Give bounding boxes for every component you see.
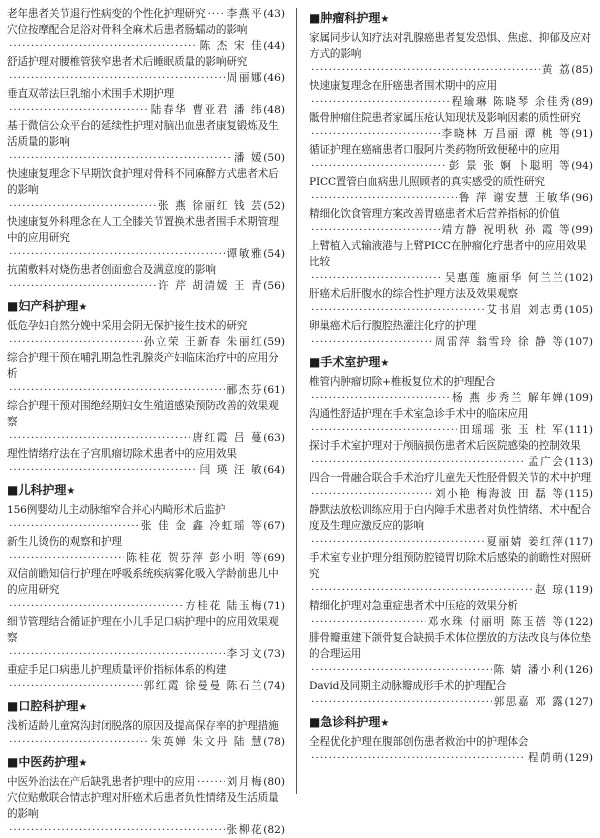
toc-entry-page: (44) xyxy=(263,40,285,52)
toc-entry xyxy=(309,470,593,502)
toc-entry-title: 新生儿烫伤的观察和护理 xyxy=(7,536,122,548)
toc-entry-line xyxy=(309,270,593,286)
toc-entry-page: (122) xyxy=(564,616,593,628)
toc-entry xyxy=(309,438,593,470)
toc-entry-authors: 谭敏雅 xyxy=(226,248,264,260)
toc-entry xyxy=(7,446,285,478)
toc-entry-title: 快速康复外科理念在人工全膝关节置换术患者围手术期管理中的应用研究 xyxy=(7,216,279,244)
toc-entry-page: (48) xyxy=(263,104,285,116)
toc-entry-title: 舒适护理对腰椎管狭窄患者术后睡眠质量的影响研究 xyxy=(7,56,248,68)
toc-entry-authors: 刘小艳 梅海波 田 磊 等 xyxy=(434,488,565,500)
toc-entry-line xyxy=(309,158,593,174)
toc-entry-authors: 刘月梅 xyxy=(226,776,264,788)
toc-entry-authors: 张 燕 徐丽红 钱 芸 xyxy=(158,200,264,212)
toc-entry xyxy=(309,78,593,110)
dot-leader xyxy=(311,662,492,678)
toc-entry-title: 快速康复理念下早期饮食护理对骨科不同麻醉方式患者术后的影响 xyxy=(7,168,279,196)
toc-entry-title: 手术室专业护理分组预防腔镜胃切除术后感染的前瞻性对照研究 xyxy=(309,552,591,580)
dot-leader xyxy=(9,278,156,294)
toc-entry-line xyxy=(7,70,285,86)
section-star-icon: ★ xyxy=(380,718,390,729)
toc-entry-authors: 程荫萌 xyxy=(527,752,565,764)
section-heading xyxy=(309,353,593,373)
dot-leader xyxy=(9,646,225,662)
toc-entry-authors: 赵 琼 xyxy=(535,584,565,596)
toc-entry-authors: 陈 杰 宋 佳 xyxy=(199,40,264,52)
section-label: 妇产科护理 xyxy=(18,299,79,313)
dot-leader xyxy=(9,150,232,166)
toc-entry-title: 基于微信公众平台的延续性护理对脑出血患者康复锻炼及生活质量的影响 xyxy=(7,120,279,148)
toc-entry-title: 探讨手术室护理对于颅脑损伤患者术后医院感染的控制效果 xyxy=(309,440,581,452)
toc-entry xyxy=(7,566,285,614)
column-divider xyxy=(296,8,297,794)
toc-entry-authors: 鲁 萍 谢安慧 王敏华 xyxy=(458,192,572,204)
toc-entry xyxy=(309,174,593,206)
toc-entry xyxy=(7,86,285,118)
toc-entry-authors: 周雷萍 翁雪玲 徐 静 等 xyxy=(434,336,565,348)
toc-entry-title: 肝癌术后肝腹水的综合性护理方法及效果观察 xyxy=(309,288,518,300)
toc-entry-page: (89) xyxy=(571,96,593,108)
toc-entry-authors: 艾书眉 刘志勇 xyxy=(486,304,565,316)
toc-entry-page: (96) xyxy=(571,192,593,204)
dot-leader xyxy=(311,486,433,502)
toc-entry-page: (109) xyxy=(564,392,593,404)
dot-leader xyxy=(311,582,533,598)
toc-entry-page: (54) xyxy=(263,248,285,260)
toc-entry-page: (46) xyxy=(263,72,285,84)
toc-entry-line xyxy=(309,662,593,678)
toc-entry-page: (59) xyxy=(263,336,285,348)
section-label: 口腔科护理 xyxy=(18,699,79,713)
toc-entry-authors: 张柳花 xyxy=(226,824,264,836)
toc-entry-title: 循证护理在癌痛患者口服阿片类药物所致便秘中的应用 xyxy=(309,144,560,156)
toc-entry-authors: 吴惠莲 施丽华 何兰兰 xyxy=(444,272,565,284)
section-heading xyxy=(7,697,285,717)
toc-entry-page: (105) xyxy=(564,304,593,316)
toc-entry-line xyxy=(7,246,285,262)
dot-leader xyxy=(197,774,225,790)
toc-entry-page: (80) xyxy=(263,776,285,788)
toc-entry-authors: 田瑶瑶 张 玉 杜 军 xyxy=(459,424,565,436)
toc-entry-authors: 潘 媛 xyxy=(233,152,264,164)
dot-leader xyxy=(311,126,440,142)
toc-entry-page: (115) xyxy=(564,488,593,500)
toc-entry-line xyxy=(7,382,285,398)
dot-leader xyxy=(311,158,447,174)
dot-leader xyxy=(9,462,198,478)
toc-entry-line xyxy=(309,190,593,206)
toc-entry xyxy=(7,790,285,838)
toc-entry-title: 低危孕妇自然分娩中采用会阴无保护接生技术的研究 xyxy=(7,320,248,332)
section-bullet-icon: ■ xyxy=(7,699,19,713)
dot-leader xyxy=(311,334,433,350)
toc-entry xyxy=(309,238,593,286)
toc-entry-page: (74) xyxy=(263,680,285,692)
toc-entry-page: (56) xyxy=(263,280,285,292)
toc-entry-line xyxy=(7,646,285,662)
dot-leader xyxy=(9,334,142,350)
toc-entry-line xyxy=(7,822,285,838)
toc-entry xyxy=(7,22,285,54)
toc-entry-line xyxy=(7,198,285,214)
dot-leader xyxy=(311,190,457,206)
toc-entry xyxy=(309,598,593,630)
toc-entry-authors: 唐红霞 吕 蔓 xyxy=(192,432,264,444)
section-label: 手术室护理 xyxy=(320,355,381,369)
toc-entry-title: 沟通性舒适护理在手术室急诊手术中的临床应用 xyxy=(309,408,529,420)
toc-entry-line xyxy=(7,518,285,534)
dot-leader xyxy=(9,382,225,398)
toc-entry-authors: 孟广会 xyxy=(527,456,565,468)
dot-leader xyxy=(9,38,198,54)
toc-entry-line xyxy=(309,422,593,438)
toc-entry-authors: 朱英婵 朱文丹 陆 慧 xyxy=(150,736,264,748)
toc-entry-authors: 许 芹 胡清媛 王 青 xyxy=(158,280,264,292)
toc-entry-title: David及同期主动脉瓣成形手术的护理配合 xyxy=(309,680,507,692)
toc-entry-title: 穴位贴敷联合情志护理对肝癌术后患者负性情绪及生活质量的影响 xyxy=(7,792,279,820)
dot-leader xyxy=(9,678,142,694)
toc-entry-title: 精细化饮食管理方案改善胃癌患者术后营养指标的价值 xyxy=(309,208,560,220)
toc-entry-authors: 夏丽婧 姜红萍 xyxy=(486,536,565,548)
toc-entry-title: 家属同步认知疗法对乳腺癌患者复发恐惧、焦虑、抑郁及应对方式的影响 xyxy=(309,32,591,60)
dot-leader xyxy=(9,598,183,614)
toc-entry-title: 综合护理干预在哺乳期急性乳腺炎产妇临床治疗中的应用分析 xyxy=(7,352,279,380)
toc-entry-authors: 方桂花 陆玉梅 xyxy=(185,600,264,612)
toc-entry-line xyxy=(309,582,593,598)
toc-entry-title: 静默法放松训练应用于白内障手术患者对负性情绪、术中配合度及生理应激反应的影响 xyxy=(309,504,591,532)
toc-entry-line xyxy=(309,126,593,142)
toc-entry-authors: 彭 景 张 婀 卜聪明 等 xyxy=(448,160,572,172)
toc-entry-authors: 孙立荣 王新春 朱丽红 xyxy=(143,336,264,348)
toc-entry-authors: 陆春华 曹亚君 潘 纬 xyxy=(150,104,264,116)
toc-entry-authors: 陈 婧 潘小利 xyxy=(493,664,565,676)
toc-entry-line xyxy=(7,734,285,750)
toc-entry xyxy=(7,214,285,262)
dot-leader xyxy=(9,102,149,118)
section-star-icon: ★ xyxy=(78,758,88,769)
toc-entry-line xyxy=(309,94,593,110)
toc-entry-line xyxy=(309,334,593,350)
toc-entry-title: 156例婴幼儿主动脉缩窄合并心内畸形术后监护 xyxy=(7,504,226,516)
dot-leader xyxy=(311,750,526,766)
toc-entry-line xyxy=(7,430,285,446)
toc-entry-title: 卵巢癌术后行腹腔热灌注化疗的护理 xyxy=(309,320,477,332)
toc-entry-line xyxy=(309,614,593,630)
toc-entry-page: (63) xyxy=(263,432,285,444)
toc-entry-line xyxy=(7,150,285,166)
section-bullet-icon: ■ xyxy=(309,355,321,369)
toc-entry xyxy=(7,166,285,214)
toc-entry-page: (64) xyxy=(263,464,285,476)
dot-leader xyxy=(9,430,190,446)
dot-leader xyxy=(9,518,139,534)
toc-entry-title: 四合一骨融合联合手术治疗儿童先天性胫骨假关节的术中护理 xyxy=(309,472,591,484)
toc-entry xyxy=(7,718,285,750)
toc-entry xyxy=(309,550,593,598)
toc-entry-title: 上臂植入式输液港与上臂PICC在肿瘤化疗患者中的应用效果比较 xyxy=(309,240,587,268)
dot-leader xyxy=(9,734,149,750)
dot-leader xyxy=(9,246,225,262)
toc-entry xyxy=(7,118,285,166)
section-heading xyxy=(7,753,285,773)
section-heading xyxy=(7,297,285,317)
toc-entry-authors: 闫 瑛 汪 敏 xyxy=(199,464,264,476)
toc-entry-line xyxy=(309,222,593,238)
section-star-icon: ★ xyxy=(66,486,76,497)
toc-entry-title: 重症手足口病患儿护理质量评价指标体系的构建 xyxy=(7,664,227,676)
toc-entry-title: PICC置管白血病患儿照顾者的真实感受的质性研究 xyxy=(309,176,545,188)
toc-entry xyxy=(7,534,285,566)
toc-entry-line xyxy=(309,486,593,502)
section-label: 中医药护理 xyxy=(18,755,79,769)
toc-entry-page: (102) xyxy=(564,272,593,284)
toc-entry-title: 骶骨肿瘤住院患者家属压疮认知现状及影响因素的质性研究 xyxy=(309,112,581,124)
section-label: 儿科护理 xyxy=(18,483,67,497)
toc-entry-authors: 张 佳 金 鑫 冷虹瑶 等 xyxy=(140,520,264,532)
toc-entry-title: 双信前瞻知信行护理在呼吸系统疾病雾化吸入学龄前患儿中的应用研究 xyxy=(7,568,279,596)
toc-entry xyxy=(309,374,593,406)
toc-entry-title: 细节管理结合循证护理在小儿手足口病护理中的应用效果观察 xyxy=(7,616,279,644)
toc-entry-authors: 李燕平 xyxy=(226,8,264,20)
toc-entry xyxy=(309,502,593,550)
dot-leader xyxy=(311,302,484,318)
toc-entry-authors: 杨 燕 步秀兰 解年婵 xyxy=(452,392,565,404)
toc-entry-page: (73) xyxy=(263,648,285,660)
toc-entry xyxy=(309,734,593,766)
dot-leader xyxy=(311,62,540,78)
toc-entry-title: 老年患者关节退行性病变的个性化护理研究 xyxy=(7,8,206,20)
toc-entry-line xyxy=(7,38,285,54)
toc-entry-title: 浅析适龄儿童窝沟封闭脱落的原因及提高保存率的护理措施 xyxy=(7,720,279,732)
toc-entry xyxy=(309,142,593,174)
toc-entry-authors: 郦杰芬 xyxy=(226,384,264,396)
toc-entry-page: (67) xyxy=(263,520,285,532)
toc-entry xyxy=(7,54,285,86)
toc-entry-title: 理性情绪疗法在子宫肌瘤切除术患者中的应用效果 xyxy=(7,448,237,460)
toc-entry-line xyxy=(7,598,285,614)
toc-entry-page: (91) xyxy=(571,128,593,140)
toc-entry xyxy=(7,774,285,790)
section-bullet-icon: ■ xyxy=(309,11,321,25)
toc-entry-title: 垂直双蒂法巨乳缩小术围手术期护理 xyxy=(7,88,175,100)
toc-entry-authors: 黄 荔 xyxy=(541,64,572,76)
section-bullet-icon: ■ xyxy=(309,715,321,729)
section-label: 急诊科护理 xyxy=(320,715,381,729)
toc-entry-page: (61) xyxy=(263,384,285,396)
toc-entry-line xyxy=(7,774,285,790)
toc-entry-line xyxy=(309,302,593,318)
toc-entry-title: 中医外治法在产后缺乳患者护理中的应用 xyxy=(7,776,195,788)
toc-entry-page: (107) xyxy=(564,336,593,348)
toc-entry-line xyxy=(309,694,593,710)
toc-entry-page: (52) xyxy=(263,200,285,212)
toc-entry xyxy=(309,678,593,710)
toc-entry-page: (119) xyxy=(564,584,593,596)
toc-entry-line xyxy=(309,390,593,406)
dot-leader xyxy=(311,270,443,286)
toc-entry-line xyxy=(7,102,285,118)
toc-left-column xyxy=(7,6,285,838)
dot-leader xyxy=(311,390,450,406)
section-heading xyxy=(7,481,285,501)
toc-entry-page: (78) xyxy=(263,736,285,748)
toc-entry xyxy=(7,398,285,446)
toc-entry-authors: 靖方静 祝明秋 孙 霞 等 xyxy=(441,224,572,236)
toc-entry-title: 全程优化护理在腹部创伤患者救治中的护理体会 xyxy=(309,736,529,748)
toc-entry-page: (94) xyxy=(571,160,593,172)
section-heading xyxy=(309,9,593,29)
toc-entry-line xyxy=(7,550,285,566)
section-heading xyxy=(309,713,593,733)
toc-entry-page: (85) xyxy=(571,64,593,76)
toc-entry-page: (50) xyxy=(263,152,285,164)
dot-leader xyxy=(9,70,225,86)
toc-entry xyxy=(309,110,593,142)
toc-entry-title: 穴位按摩配合足浴对骨科全麻术后患者肠蠕动的影响 xyxy=(7,24,248,36)
toc-entry-line xyxy=(309,750,593,766)
dot-leader xyxy=(311,422,457,438)
toc-entry-page: (82) xyxy=(263,824,285,836)
toc-entry xyxy=(309,406,593,438)
dot-leader xyxy=(311,694,492,710)
toc-entry-authors: 郭思嘉 邓 露 xyxy=(493,696,565,708)
toc-entry xyxy=(7,350,285,398)
toc-entry-line xyxy=(7,334,285,350)
toc-entry-authors: 李晓林 万昌丽 谭 桃 等 xyxy=(441,128,572,140)
toc-entry-title: 腓骨瓣重建下颌骨复合缺损手术体位摆放的方法改良与体位垫的合理运用 xyxy=(309,632,591,660)
toc-entry-page: (43) xyxy=(263,8,285,20)
toc-entry-page: (111) xyxy=(564,424,593,436)
toc-entry-page: (71) xyxy=(263,600,285,612)
toc-entry xyxy=(309,286,593,318)
toc-entry-line xyxy=(7,678,285,694)
dot-leader xyxy=(9,550,124,566)
toc-entry xyxy=(309,318,593,350)
section-star-icon: ★ xyxy=(78,702,88,713)
toc-entry-authors: 程瑜琳 陈晓琴 余佳秀 xyxy=(451,96,572,108)
toc-entry-authors: 陈桂花 贺芬萍 彭小明 等 xyxy=(126,552,264,564)
toc-entry xyxy=(7,262,285,294)
section-label: 肿瘤科护理 xyxy=(320,11,381,25)
toc-entry xyxy=(7,614,285,662)
section-star-icon: ★ xyxy=(380,358,390,369)
section-bullet-icon: ■ xyxy=(7,755,19,769)
dot-leader xyxy=(9,822,225,838)
toc-entry-page: (99) xyxy=(571,224,593,236)
toc-right-column xyxy=(309,6,593,766)
dot-leader xyxy=(311,534,484,550)
toc-entry xyxy=(309,206,593,238)
toc-entry-page: (113) xyxy=(564,456,593,468)
dot-leader xyxy=(9,198,156,214)
toc-entry-line xyxy=(309,62,593,78)
toc-entry xyxy=(309,30,593,78)
dot-leader xyxy=(207,6,224,22)
toc-entry xyxy=(7,662,285,694)
section-bullet-icon: ■ xyxy=(7,299,19,313)
toc-entry-authors: 邓水珠 付丽明 陈玉蓓 等 xyxy=(427,616,565,628)
dot-leader xyxy=(311,614,426,630)
dot-leader xyxy=(311,454,526,470)
toc-entry-title: 精细化护理对急重症患者术中压疮的效果分析 xyxy=(309,600,518,612)
toc-entry xyxy=(7,502,285,534)
toc-entry-line xyxy=(309,534,593,550)
toc-entry-page: (117) xyxy=(564,536,593,548)
dot-leader xyxy=(311,94,450,110)
toc-entry-authors: 郭红霞 徐曼曼 陈石兰 xyxy=(143,680,264,692)
dot-leader xyxy=(311,222,440,238)
toc-entry-title: 快速康复理念在肝癌患者围术期中的应用 xyxy=(309,80,497,92)
toc-entry-line xyxy=(7,6,285,22)
toc-entry xyxy=(7,318,285,350)
toc-entry-authors: 周丽娜 xyxy=(226,72,264,84)
toc-entry-title: 椎管内肿瘤切除+椎板复位术的护理配合 xyxy=(309,376,496,388)
toc-entry-page: (126) xyxy=(564,664,593,676)
toc-entry xyxy=(7,6,285,22)
toc-entry-line xyxy=(7,278,285,294)
toc-entry-title: 综合护理干预对围绝经期妇女生殖道感染预防改善的效果观察 xyxy=(7,400,279,428)
toc-entry-line xyxy=(309,454,593,470)
toc-entry-page: (69) xyxy=(263,552,285,564)
section-bullet-icon: ■ xyxy=(7,483,19,497)
toc-entry-page: (127) xyxy=(564,696,593,708)
toc-entry-authors: 李习文 xyxy=(226,648,264,660)
section-star-icon: ★ xyxy=(380,14,390,25)
toc-entry-page: (129) xyxy=(564,752,593,764)
toc-entry-title: 抗菌敷料对烧伤患者创面愈合及满意度的影响 xyxy=(7,264,216,276)
toc-entry-line xyxy=(7,462,285,478)
toc-entry xyxy=(309,630,593,678)
section-star-icon: ★ xyxy=(78,302,88,313)
